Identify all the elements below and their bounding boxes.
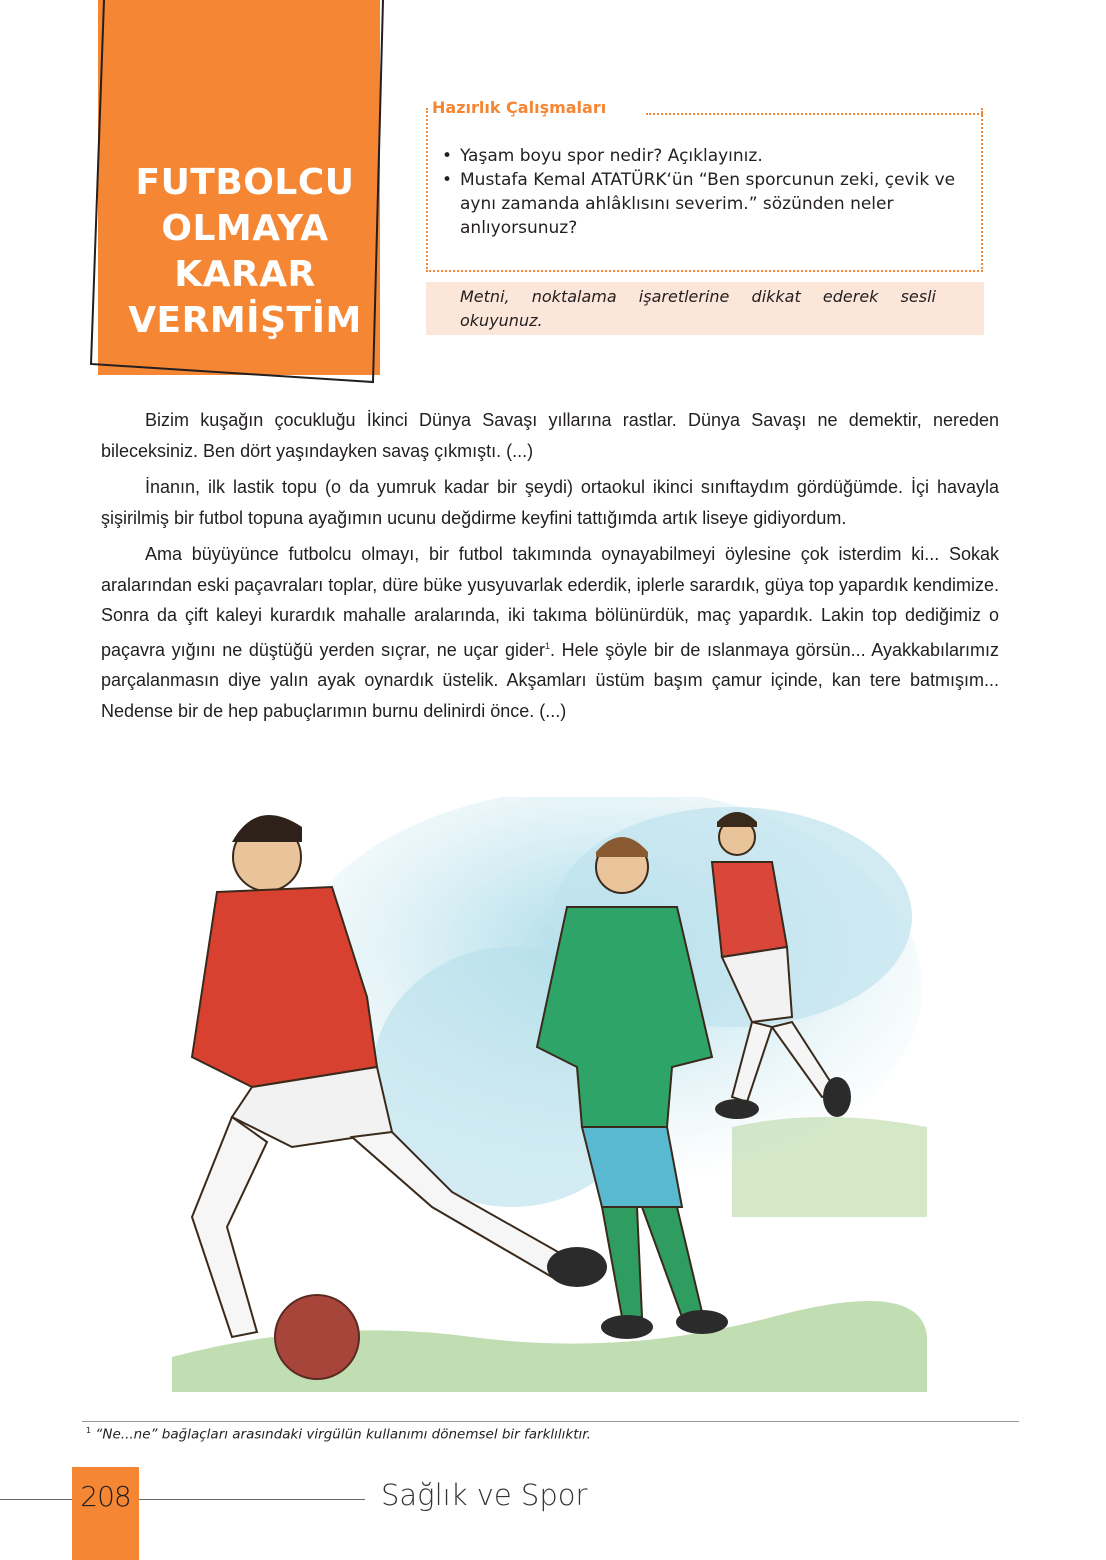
preparation-question: • Yaşam boyu spor nedir? Açıklayınız. <box>440 144 980 168</box>
story-text <box>101 405 999 732</box>
football-players-illustration <box>172 797 927 1392</box>
story-paragraph: İnanın, ilk lastik topu (o da yumruk kadar bir şeydi) ortaokul ikinci sınıftaydım gördüğümde. İçi havayla şişirilmiş bir futbol topuna ayağımın ucunu değdirme keyfini tattığımda artık liseye gidiyordum. <box>101 477 999 528</box>
reading-instruction: Metni, noktalama işaretlerine dikkat ederek sesli okuyunuz. <box>426 282 984 335</box>
preparation-heading: Hazırlık Çalışmaları <box>432 98 610 117</box>
section-name: Sağlık ve Spor <box>381 1478 588 1512</box>
story-paragraph: Bizim kuşağın çocukluğu İkinci Dünya Savaşı yıllarına rastlar. Dünya Savaşı ne demektir, nereden bileceksiniz. Ben dört yaşındayken savaş çıkmıştı. (...) <box>101 410 999 461</box>
footer-rule <box>0 1499 72 1500</box>
footnote-reference[interactable]: 1 <box>544 640 550 651</box>
paragraph-text: . Hele şöyle bir de ıslanmaya görsün... Ayakkabılarımız parçalanmasın diye yalın ayak oynardık üstelik. Akşamları üstüm başım çamur içinde, kan tere batmışım... Nedense bir de hep pabuçlarımın burnu delinirdi önce. (...) <box>101 639 999 721</box>
story-paragraph <box>101 539 999 726</box>
title-line: OLMAYA <box>161 208 329 249</box>
title-line: VERMİŞTİM <box>128 300 362 341</box>
page-number: 208 <box>80 1480 131 1513</box>
footnote <box>86 1426 591 1443</box>
preparation-question: • Mustafa Kemal ATATÜRK‘ün “Ben sporcunun zeki, çevik ve aynı zamanda ahlâklısını severim.” sözünden neler anlıyorsunuz? <box>440 168 980 240</box>
footer-rule <box>139 1499 365 1500</box>
title-line: FUTBOLCU <box>135 162 355 203</box>
preparation-box-top-border <box>646 113 983 115</box>
footnote-marker: 1 <box>86 1426 92 1435</box>
footnote-text: “Ne...ne” bağlaçları arasındaki virgülün kullanımı dönemsel bir farklılıktır. <box>95 1426 591 1443</box>
title-line: KARAR <box>174 254 316 295</box>
preparation-question-list <box>440 144 980 240</box>
page-title <box>100 160 390 344</box>
paragraph-text: Ama büyüyünce futbolcu olmayı, bir futbol takımında oynayabilmeyi öylesine çok isterdim ki... Sokak aralarından eski paçavraları toplar, düre büke yusyuvarlak ederdik, iplerle sarardık, güya top yapardık kendimize. Sonra da çift kaleyi kurardık mahalle aralarında, iki takıma bölünürdük, maç yapardık. Lakin top dediğimiz o paçavra yığını ne düştüğü yerden sıçrar, ne uçar gider <box>101 544 999 660</box>
footnote-divider <box>82 1421 1019 1422</box>
